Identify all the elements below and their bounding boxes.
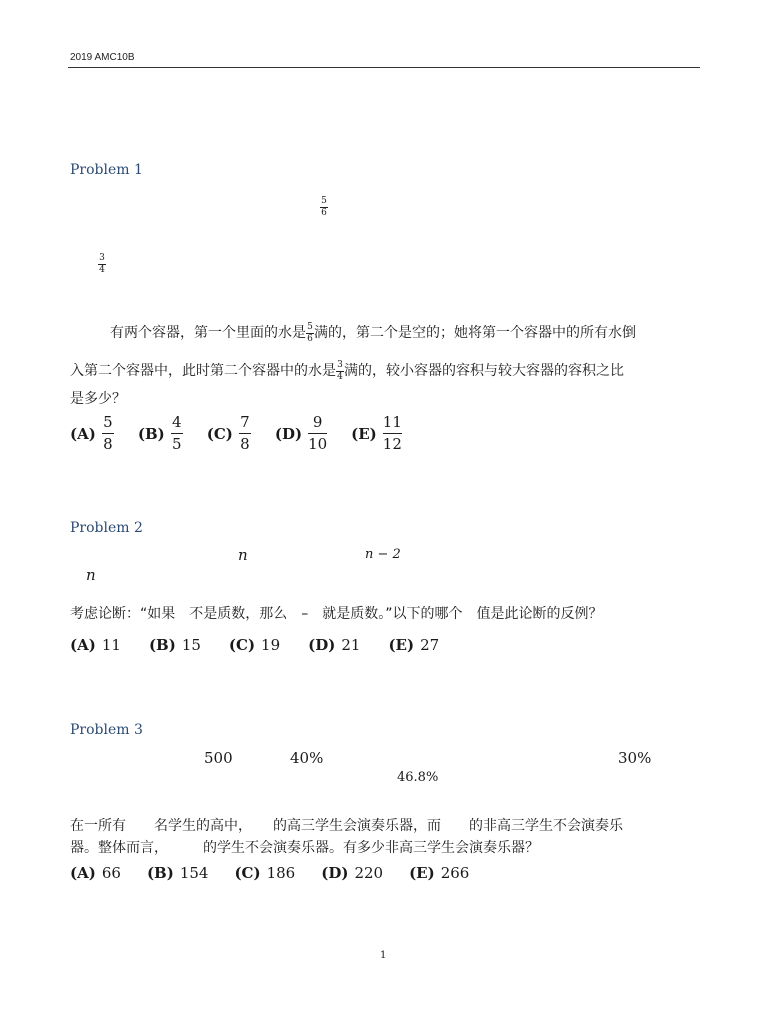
inline-frac-five-sixths: $\frac{5}{6}$: [307, 322, 313, 344]
problem-2-choice-a[interactable]: (A) 11: [70, 636, 121, 654]
problem-3-choices: [70, 864, 493, 882]
inline-frac-three-fourths: $\frac{3}{4}$: [337, 360, 343, 382]
problem-3-text-line-2: 器。整体而言， 的学生不会演奏乐器。有多少非高三学生会演奏乐器？: [70, 840, 539, 856]
problem-2-choice-e[interactable]: (E) 27: [388, 636, 440, 654]
problem-1-text-line-2: 入第二个容器中，此时第二个容器中的水是 $\frac{3}{4}$ 满的，较小容器的容积与较大容器的容积之比: [70, 360, 624, 382]
problem-1-choice-d[interactable]: (D) $\frac{9}{10}$: [274, 413, 328, 453]
problem-1-choice-c[interactable]: (C) $\frac{7}{8}$: [206, 413, 250, 453]
document-header: 2019 AMC10B: [70, 52, 135, 63]
problem-1-text-line-3: 是多少？: [70, 391, 126, 407]
problem-1-frac-five-sixths-float: 5 6: [321, 196, 327, 218]
choice-fraction: $\frac{7}{8}$: [240, 413, 250, 453]
problem-3-title: Problem 3: [70, 722, 143, 738]
problem-2-choice-b[interactable]: (B) 15: [148, 636, 201, 654]
choice-fraction: $\frac{4}{5}$: [171, 413, 182, 453]
problem-2-math-n-second: n: [86, 566, 96, 584]
problem-2-choice-d[interactable]: (D) 21: [308, 636, 361, 654]
problem-1-choice-e[interactable]: (E) $\frac{11}{12}$: [351, 413, 402, 453]
problem-2-choices: [70, 636, 463, 654]
problem-2-text: 考虑论断：“如果 不是质数，那么 – 就是质数。”以下的哪个 值是此论断的反例？: [70, 606, 603, 622]
problem-3-choice-a[interactable]: (A) 66: [70, 864, 121, 882]
problem-3-choice-d[interactable]: (D) 220: [321, 864, 384, 882]
problem-1-text-line-1: 有两个容器，第一个里面的水是 $\frac{5}{6}$ 满的，第二个是空的；她将第一个容器中的所有水倒: [110, 322, 636, 344]
problem-1-choice-b[interactable]: (B) $\frac{4}{5}$: [137, 413, 182, 453]
choice-fraction: $\frac{9}{10}$: [308, 413, 328, 453]
choice-fraction: $\frac{5}{8}$: [103, 413, 113, 453]
problem-3-math-40-percent: 40%: [290, 749, 324, 767]
problem-3-math-500: 500: [204, 749, 233, 767]
header-rule: [68, 67, 700, 68]
choice-fraction: $\frac{11}{12}$: [382, 413, 402, 453]
problem-2-title: Problem 2: [70, 520, 143, 536]
problem-3-choice-c[interactable]: (C) 186: [234, 864, 296, 882]
problem-3-choice-e[interactable]: (E) 266: [409, 864, 470, 882]
problem-1-title: Problem 1: [70, 162, 143, 178]
page-number: 1: [380, 950, 387, 961]
problem-1-frac-three-fourths-float: 3 4: [99, 253, 105, 275]
problem-2-choice-c[interactable]: (C) 19: [228, 636, 281, 654]
problem-3-choice-b[interactable]: (B) 154: [146, 864, 209, 882]
problem-3-math-30-percent: 30%: [618, 749, 652, 767]
problem-1-choice-a[interactable]: (A) $\frac{5}{8}$: [70, 413, 113, 453]
problem-3-math-46-8-percent: 46.8%: [397, 770, 439, 785]
problem-3-text-line-1: 在一所有 名学生的高中， 的高三学生会演奏乐器，而 的非高三学生不会演奏乐: [70, 818, 623, 834]
problem-2-math-n-minus-2: n − 2: [365, 547, 401, 562]
problem-2-math-n: n: [238, 546, 248, 564]
problem-1-choices: [70, 414, 426, 453]
